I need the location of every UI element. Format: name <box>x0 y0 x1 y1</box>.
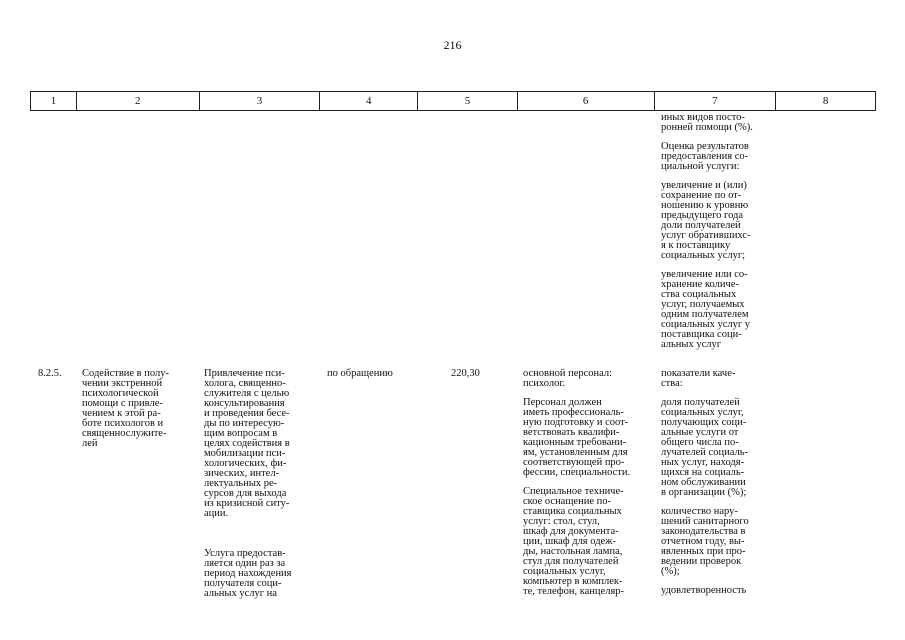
quality-indicators <box>661 369 749 605</box>
text-line: служителя с целью <box>204 388 290 399</box>
text-line: показатели каче- <box>661 368 736 379</box>
header-col-6: 6 <box>518 92 655 110</box>
text-line: ское оснащение по- <box>523 496 611 507</box>
indicators-para <box>661 586 749 596</box>
text-line: Специальное техниче- <box>523 486 624 497</box>
conditions-para <box>523 398 630 478</box>
page-number: 216 <box>443 38 462 52</box>
description-para <box>204 369 292 519</box>
text-line: компьютер в комплек- <box>523 576 623 587</box>
text-line: ям, установленным для <box>523 447 628 458</box>
text-line: социальных услуг, <box>523 566 606 577</box>
service-price: 220,30 <box>451 368 480 379</box>
text-line: увеличение и (или) <box>661 180 747 191</box>
conditions-para <box>523 487 630 597</box>
text-line: ронней помощи (%). <box>661 122 753 133</box>
text-line: услуг обратившихс- <box>661 230 751 241</box>
text-line: ном обслуживании <box>661 477 746 488</box>
text-line: ции, шкаф для одеж- <box>523 536 616 547</box>
text-line: щихся на социаль- <box>661 467 745 478</box>
col7-top-para <box>661 270 753 350</box>
text-line: ных услуг, находя- <box>661 457 745 468</box>
text-line: стул для получателей <box>523 556 619 567</box>
text-line: (%); <box>661 566 680 577</box>
text-line: Услуга предостав- <box>204 548 286 559</box>
text-line: социальных услуг у <box>661 319 751 330</box>
header-col-7: 7 <box>655 92 777 110</box>
text-line: явленных при про- <box>661 546 746 557</box>
indicators-para <box>661 507 749 577</box>
col7-continuation <box>661 113 753 359</box>
text-line: из кризисной ситу- <box>204 498 290 509</box>
text-line: чении экстренной <box>82 378 163 389</box>
text-line: Привлечение пси- <box>204 368 285 379</box>
header-col-4: 4 <box>320 92 418 110</box>
text-line: доли получателей <box>661 220 741 231</box>
text-line: священнослужите- <box>82 428 167 439</box>
text-line: Оценка результатов <box>661 141 749 152</box>
conditions-para <box>523 369 630 389</box>
header-col-2: 2 <box>77 92 200 110</box>
table-header-row <box>30 91 876 111</box>
service-name <box>82 369 169 449</box>
text-line: социальных услуг, <box>661 407 744 418</box>
text-line: кационным требовани- <box>523 437 627 448</box>
text-line: ведении проверок <box>661 556 742 567</box>
indicators-para <box>661 369 749 389</box>
text-line: предоставления со- <box>661 151 749 162</box>
text-line: мобилизации пси- <box>204 448 286 459</box>
service-conditions <box>523 369 630 606</box>
text-line: ды по интересую- <box>204 418 285 429</box>
text-line: иных видов посто- <box>661 112 745 123</box>
text-line: и проведения бесе- <box>204 408 290 419</box>
text-line: поставщика соци- <box>661 329 742 340</box>
text-line: ставщика социальных <box>523 506 622 517</box>
text-line: боте психологов и <box>82 418 164 429</box>
text-line: сурсов для выхода <box>204 488 287 499</box>
text-line: доля получателей <box>661 397 740 408</box>
text-line: получающих соци- <box>661 417 747 428</box>
header-col-3: 3 <box>200 92 321 110</box>
text-line: общего числа по- <box>661 437 739 448</box>
text-line: ды, настольная лампа, <box>523 546 623 557</box>
text-line: циальной услуги: <box>661 161 740 172</box>
text-line: чением к этой ра- <box>82 408 161 419</box>
text-line: шений санитарного <box>661 516 749 527</box>
text-line: альных услуг на <box>204 588 277 599</box>
text-line: хологических, фи- <box>204 458 287 469</box>
text-line: щим вопросам в <box>204 428 278 439</box>
text-line: альные услуги от <box>661 427 739 438</box>
indicators-para <box>661 398 749 498</box>
header-col-5: 5 <box>418 92 518 110</box>
service-description <box>204 369 292 608</box>
description-para <box>204 549 292 599</box>
text-line: предыдущего года <box>661 210 744 221</box>
text-line: альных услуг <box>661 339 722 350</box>
text-line: те, телефон, канцеляр- <box>523 586 625 597</box>
text-line: ации. <box>204 508 229 519</box>
text-line: ветствовать квалифи- <box>523 427 620 438</box>
text-line: хранение количе- <box>661 279 739 290</box>
header-col-1: 1 <box>31 92 77 110</box>
text-line: психолог. <box>523 378 566 389</box>
text-line: ляется один раз за <box>204 558 286 569</box>
text-line: период нахождения <box>204 568 292 579</box>
text-line: количество нару- <box>661 506 738 517</box>
text-line: социальных услуг; <box>661 250 746 261</box>
text-line: получателя соци- <box>204 578 282 589</box>
col7-top-para <box>661 113 753 133</box>
text-line: услуг, получаемых <box>661 299 745 310</box>
text-line: шкаф для документа- <box>523 526 619 537</box>
text-line: ную подготовку и соот- <box>523 417 629 428</box>
text-line: услуг: стол, стул, <box>523 516 600 527</box>
text-line: сохранение по от- <box>661 190 742 201</box>
text-line: лучателей социаль- <box>661 447 748 458</box>
text-line: помощи с привле- <box>82 398 163 409</box>
text-line: Персонал должен <box>523 397 602 408</box>
col7-top-para <box>661 181 753 261</box>
text-line: я к поставщику <box>661 240 731 251</box>
text-line: зических, интел- <box>204 468 280 479</box>
col7-top-para <box>661 142 753 172</box>
text-line: психологической <box>82 388 159 399</box>
text-line: удовлетворенность <box>661 585 747 596</box>
text-line: целях содействия в <box>204 438 290 449</box>
text-line: увеличение или со- <box>661 269 748 280</box>
text-line: соответствующей про- <box>523 457 625 468</box>
text-line: консультирования <box>204 398 285 409</box>
text-line: лектуальных ре- <box>204 478 278 489</box>
text-line: основной персонал: <box>523 368 613 379</box>
text-line: лей <box>82 438 98 449</box>
text-line: ства: <box>661 378 683 389</box>
text-line: холога, священно- <box>204 378 286 389</box>
text-line: в организации (%); <box>661 487 747 498</box>
text-line: ства социальных <box>661 289 737 300</box>
header-col-8: 8 <box>822 95 829 107</box>
row-number: 8.2.5. <box>38 368 62 379</box>
service-period: по обращению <box>327 368 393 379</box>
text-line: ношению к уровню <box>661 200 749 211</box>
text-line: отчетном году, вы- <box>661 536 745 547</box>
text-line: законодательства в <box>661 526 746 537</box>
text-line: иметь профессиональ- <box>523 407 624 418</box>
text-line: Содействие в полу- <box>82 368 169 379</box>
text-line: одним получателем <box>661 309 749 320</box>
text-line: фессии, специальности. <box>523 467 631 478</box>
